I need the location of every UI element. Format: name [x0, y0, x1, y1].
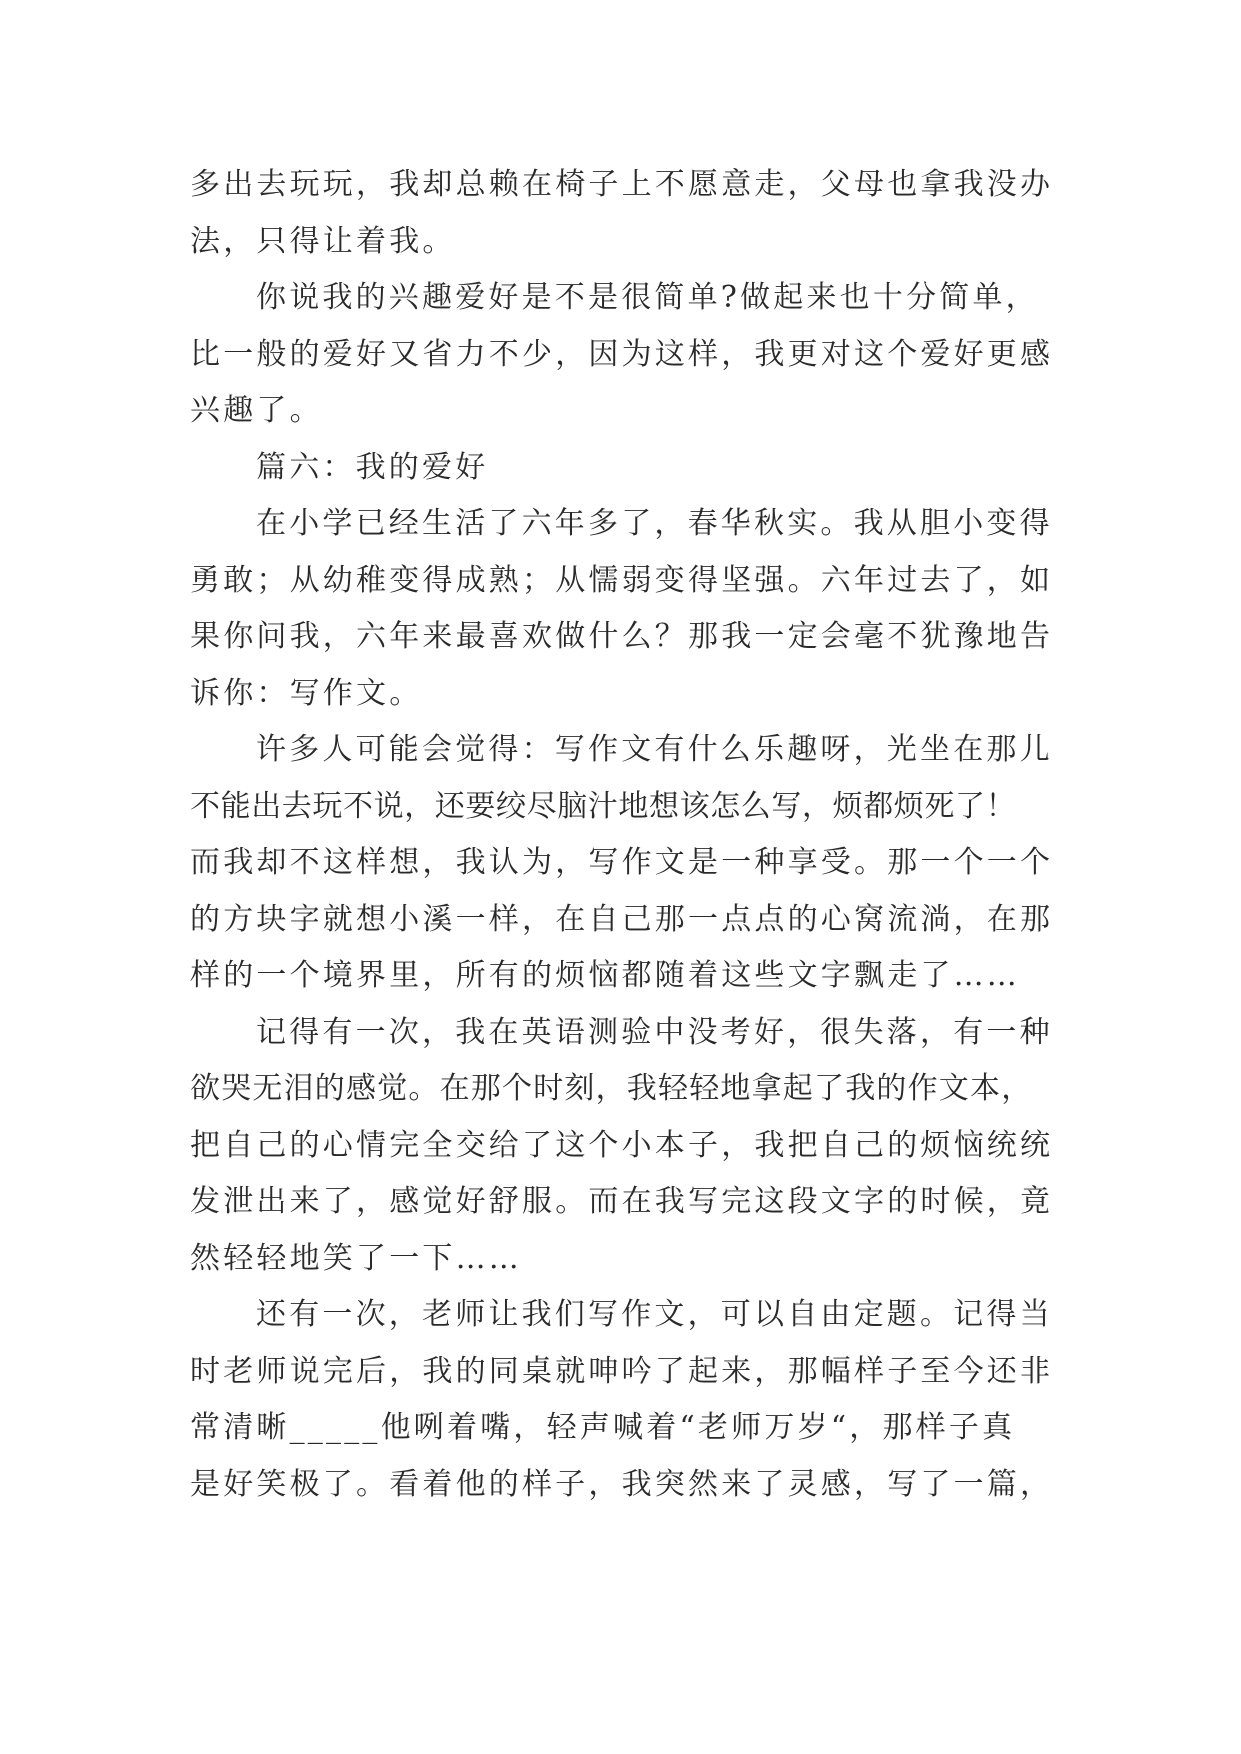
text-line: 不能出去玩不说，还要绞尽脑汁地想该怎么写，烦都烦死了！ [190, 788, 1017, 824]
paragraph-first-line: 还有一次，老师让我们写作文，可以自由定题。记得当 [256, 1297, 1053, 1332]
text-line: 发泄出来了，感觉好舒服。而在我写完这段文字的时候，竟 [190, 1184, 1054, 1219]
text-line: 然轻轻地笑了一下…… [190, 1240, 522, 1276]
text-line: 是好笑极了。看着他的样子，我突然来了灵感，写了一篇， [190, 1466, 1054, 1502]
text-line: 样的一个境界里，所有的烦恼都随着这些文字飘走了…… [190, 958, 1020, 993]
paragraph-first-line: 你说我的兴趣爱好是不是很简单?做起来也十分简单， [256, 280, 1039, 315]
text-line: 时老师说完后，我的同桌就呻吟了起来，那幅样子至今还非 [190, 1353, 1054, 1389]
text-line: 把自己的心情完全交给了这个小本子，我把自己的烦恼统统 [190, 1127, 1054, 1163]
text-line: 勇敢；从幼稚变得成熟；从懦弱变得坚强。六年过去了，如 [190, 562, 1054, 598]
text-line: 多出去玩玩，我却总赖在椅子上不愿意走，父母也拿我没办 [190, 167, 1054, 202]
text-line: 常清晰_____他咧着嘴，轻声喊着“老师万岁“，那样子真 [190, 1410, 1016, 1445]
text-line: 诉你：写作文。 [190, 675, 423, 711]
text-line: 欲哭无泪的感觉。在那个时刻，我轻轻地拿起了我的作文本， [190, 1071, 1033, 1106]
paragraph-first-line: 在小学已经生活了六年多了，春华秋实。我从胆小变得 [256, 506, 1053, 541]
text-line: 的方块字就想小溪一样，在自己那一点点的心窝流淌，在那 [190, 901, 1054, 937]
text-line: 果你问我，六年来最喜欢做什么？那我一定会毫不犹豫地告 [190, 619, 1054, 654]
paragraph-first-line: 记得有一次，我在英语测验中没考好，很失落，有一种 [256, 1014, 1053, 1050]
text-line: 法，只得让着我。 [190, 223, 456, 259]
text-line: 兴趣了。 [190, 393, 323, 428]
section-heading: 篇六：我的爱好 [256, 449, 489, 485]
text-line: 而我却不这样想，我认为，写作文是一种享受。那一个一个 [190, 845, 1054, 880]
document-body [190, 157, 1054, 1513]
text-line: 比一般的爱好又省力不少，因为这样，我更对这个爱好更感 [190, 336, 1054, 372]
paragraph-first-line: 许多人可能会觉得：写作文有什么乐趣呀，光坐在那儿 [256, 732, 1053, 767]
